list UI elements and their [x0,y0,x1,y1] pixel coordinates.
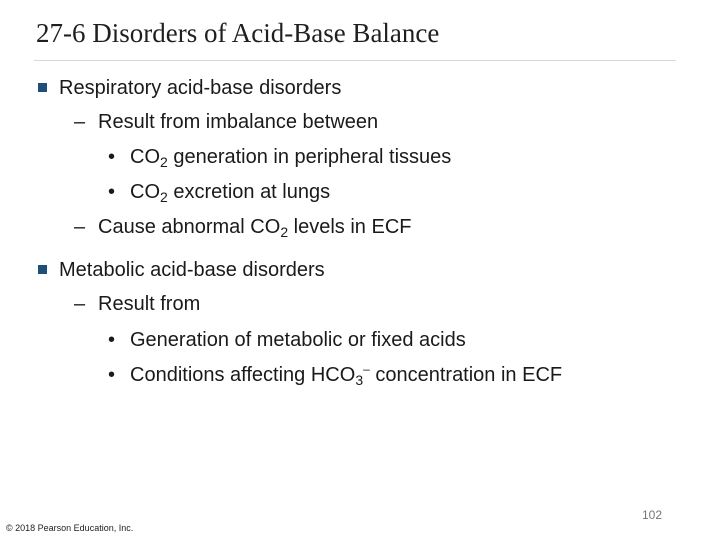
bullet-hco3-conditions [108,363,562,387]
dot-marker: • [108,364,116,386]
bullet-text: CO [130,181,160,203]
bullet-text: Conditions affecting HCO [130,364,356,386]
title-divider [34,60,676,61]
superscript: – [363,362,370,376]
subscript: 2 [160,154,168,170]
subscript: 2 [280,224,289,240]
heading-text: Respiratory acid-base disorders [59,77,342,99]
section-heading-metabolic [38,258,325,282]
bullet-text-rest: concentration in ECF [369,364,563,386]
dash-marker: – [74,216,86,238]
subscript: 3 [355,372,364,388]
slide-title: 27-6 Disorders of Acid-Base Balance [36,18,440,48]
square-bullet-icon [38,265,47,274]
section-heading-respiratory [38,76,341,100]
dot-marker: • [108,146,116,168]
square-bullet-icon [38,83,47,92]
page-number: 102 [642,508,663,522]
sub-item-text: Result from [98,293,201,315]
bullet-text-rest: generation in peripheral tissues [167,146,452,168]
bullet-fixed-acids [108,328,466,352]
bullet-co2-generation [108,145,451,169]
sub-item-text: Cause abnormal CO [98,216,281,238]
sub-item-text-rest: levels in ECF [288,216,412,238]
sub-item-result-from-imbalance [74,110,378,134]
bullet-text-rest: excretion at lungs [167,181,331,203]
heading-text: Metabolic acid-base disorders [59,259,325,281]
bullet-co2-excretion [108,180,330,204]
sub-item-text: Result from imbalance between [98,111,379,133]
dot-marker: • [108,329,116,351]
dash-marker: – [74,111,86,133]
sub-item-result-from [74,292,200,316]
bullet-text: Generation of metabolic or fixed acids [130,329,466,351]
sub-item-abnormal-co2 [74,215,411,239]
bullet-text: CO [130,146,160,168]
subscript: 2 [160,189,168,205]
copyright-footer: © 2018 Pearson Education, Inc. [6,523,134,533]
dash-marker: – [74,293,86,315]
dot-marker: • [108,181,116,203]
